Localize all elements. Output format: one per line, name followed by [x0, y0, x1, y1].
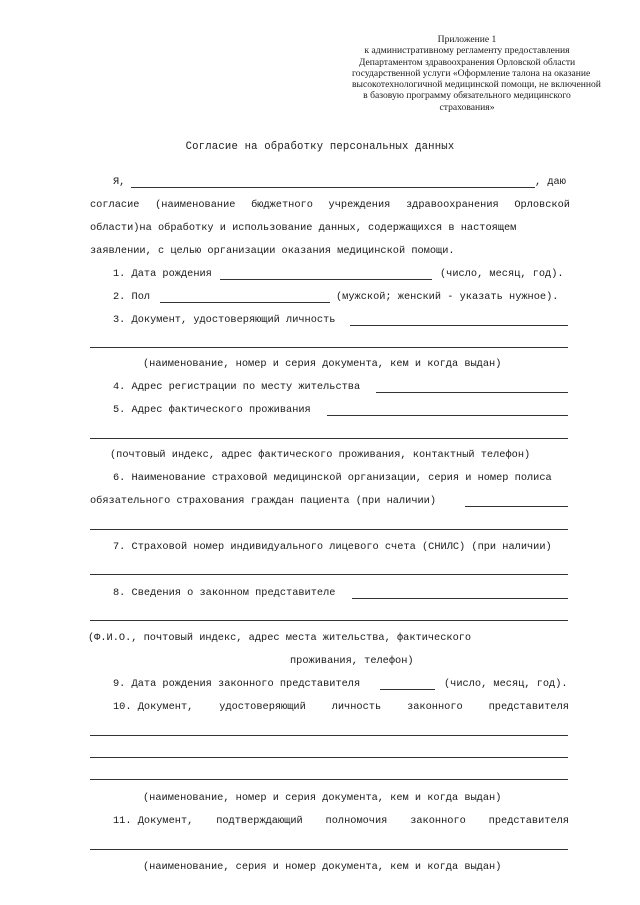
registration-line[interactable]: [376, 392, 568, 393]
document-line-2[interactable]: [90, 347, 568, 348]
item2-label: 2. Пол: [113, 291, 151, 303]
intro-dayu: , даю: [535, 176, 566, 188]
sex-line[interactable]: [160, 302, 330, 303]
intro-word: (наименование: [155, 199, 236, 211]
item11-word: законного: [410, 815, 466, 827]
rep-document-line-1[interactable]: [90, 735, 568, 736]
intro-line-3: заявлении, с целью организации оказания медицинской помощи.: [90, 245, 455, 257]
item11-caption: (наименование, серия и номер документа, кем и когда выдан): [143, 861, 502, 873]
intro-word: бюджетного: [251, 199, 313, 211]
item5-caption: (почтовый индекс, адрес фактического проживания, контактный телефон): [110, 449, 531, 461]
residence-line-2[interactable]: [90, 438, 568, 439]
intro-ya: Я,: [113, 176, 126, 188]
intro-word: учреждения: [328, 199, 391, 211]
appendix-line: Департаментом здравоохранения Орловской области: [358, 56, 576, 68]
item11-word: 11. Документ,: [113, 815, 194, 827]
item10-caption: (наименование, номер и серия документа, кем и когда выдан): [143, 792, 502, 804]
item6-line2: обязательного страхования граждан пациента (при наличии): [90, 495, 437, 507]
item9-label: 9. Дата рождения законного представителя: [113, 678, 361, 690]
item1-hint: (число, месяц, год).: [440, 268, 564, 280]
item10-word: личность: [331, 701, 382, 713]
intro-line-1: [90, 199, 570, 211]
appendix-line: страхования»: [439, 101, 495, 113]
intro-word: согласие: [90, 199, 140, 211]
insurance-line-2[interactable]: [90, 529, 568, 530]
representative-line-2[interactable]: [90, 620, 568, 621]
snils-line[interactable]: [90, 574, 568, 575]
item11-word: полномочия: [325, 815, 388, 827]
insurance-line[interactable]: [465, 506, 568, 507]
document-title: Согласие на обработку персональных данных: [185, 141, 455, 153]
appendix-line: в базовую программу обязательного медицинского: [363, 90, 571, 102]
item3-caption: (наименование, номер и серия документа, кем и когда выдан): [143, 358, 502, 370]
item10-word: представителя: [488, 701, 569, 713]
item11-label: [113, 815, 569, 827]
item8-label: 8. Сведения о законном представителе: [113, 587, 336, 599]
intro-word: здравоохранения: [406, 199, 499, 211]
rep-document-line-2[interactable]: [90, 757, 568, 758]
appendix-line: государственной услуги «Оформление талона на оказание: [352, 67, 591, 79]
representative-line[interactable]: [352, 598, 568, 599]
item8-caption1: (Ф.И.О., почтовый индекс, адрес места жительства, фактического: [88, 632, 472, 644]
appendix-line: Приложение 1: [437, 34, 497, 45]
item6-line1: 6. Наименование страховой медицинской организации, серия и номер полиса: [113, 472, 552, 484]
item10-word: законного: [407, 701, 463, 713]
residence-line[interactable]: [327, 415, 568, 416]
item3-label: 3. Документ, удостоверяющий личность: [113, 314, 336, 326]
appendix-header: [352, 34, 601, 113]
item8-caption2: проживания, телефон): [290, 655, 414, 667]
rep-document-line-3[interactable]: [90, 779, 568, 780]
item5-label: 5. Адрес фактического проживания: [113, 404, 311, 416]
item2-hint: (мужской; женский - указать нужное).: [336, 291, 559, 303]
item10-word: удостоверяющий: [219, 701, 306, 713]
item4-label: 4. Адрес регистрации по месту жительства: [113, 381, 361, 393]
item11-word: представителя: [488, 815, 569, 827]
representative-birthdate-line[interactable]: [380, 689, 435, 690]
birthdate-line[interactable]: [220, 279, 432, 280]
item7-label: 7. Страховой номер индивидуального лицевого счета (СНИЛС) (при наличии): [113, 541, 552, 553]
intro-line-2: области)на обработку и использование данных, содержащихся в настоящем: [90, 222, 517, 234]
authority-document-line[interactable]: [90, 849, 568, 850]
item11-word: подтверждающий: [216, 815, 303, 827]
appendix-line: высокотехнологичной медицинской помощи, не включенной: [352, 79, 601, 91]
name-blank-line[interactable]: [131, 187, 535, 188]
item1-label: 1. Дата рождения: [113, 268, 212, 280]
document-line[interactable]: [350, 325, 568, 326]
item9-hint: (число, месяц, год).: [444, 678, 568, 690]
item10-label: [113, 701, 569, 713]
appendix-line: к административному регламенту предоставления: [364, 45, 570, 57]
item10-word: 10. Документ,: [113, 701, 194, 713]
intro-word: Орловской: [514, 199, 570, 211]
